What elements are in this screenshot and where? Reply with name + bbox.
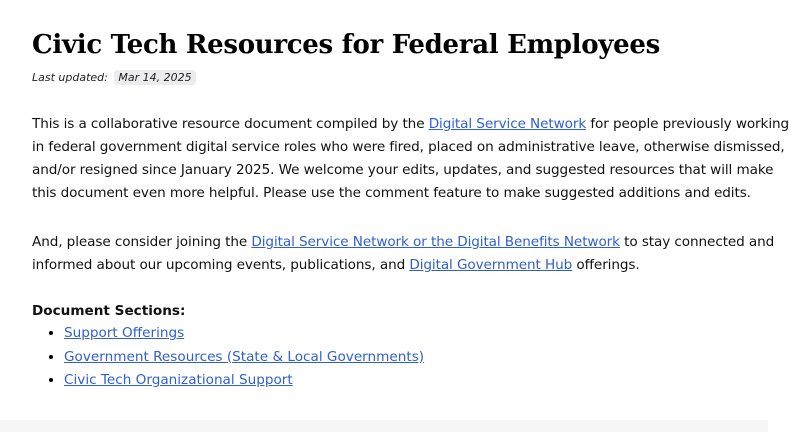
section-link-civic-tech-support[interactable]: Civic Tech Organizational Support [64,372,293,388]
intro-paragraph [32,113,789,205]
sections-list [32,322,424,393]
text: offerings. [572,257,640,273]
list-item [64,369,424,393]
section-link-government-resources[interactable]: Government Resources (State & Local Governments) [64,348,425,365]
last-updated-label: Last updated: [32,71,108,84]
text: this document even more helpful. Please use the comment feature to make suggested additions and edits. [32,185,751,201]
last-updated [32,71,196,84]
date-chip[interactable]: Mar 14, 2025 [114,70,195,85]
digital-service-network-link[interactable]: Digital Service Network [428,116,587,132]
networks-link[interactable]: Digital Service Network or the Digital Benefits Network [251,234,620,250]
page-title: Civic Tech Resources for Federal Employees [32,30,660,60]
text: informed about our upcoming events, publications, and [32,257,410,273]
text: in federal government digital service roles who were fired, placed on administrative leave, otherwise dismissed, [32,139,785,155]
section-link-support-offerings[interactable]: Support Offerings [64,325,185,341]
text: This is a collaborative resource document compiled by the [32,116,429,132]
digital-government-hub-link[interactable]: Digital Government Hub [409,257,573,273]
text: for people previously working [586,116,789,132]
text: and/or resigned since January 2025. We welcome your edits, updates, and suggested resources that will make [32,162,774,178]
bottom-bar [0,420,768,432]
sections-heading: Document Sections: [32,303,186,319]
text: And, please consider joining the [32,234,252,250]
text: to stay connected and [619,234,775,250]
list-item [64,346,424,370]
join-paragraph [32,231,774,277]
list-item [64,322,424,346]
